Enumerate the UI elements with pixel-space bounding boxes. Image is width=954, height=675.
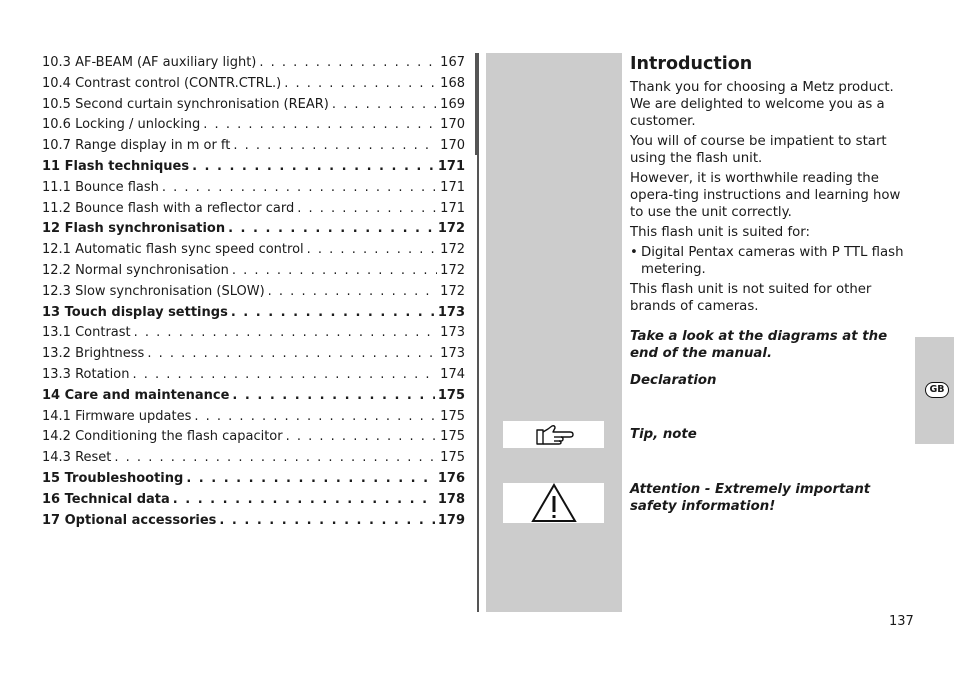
toc-entry-title: 11.2 Bounce flash with a reflector card — [42, 200, 295, 216]
toc-entry-title: 10.7 Range display in m or ft — [42, 138, 231, 154]
language-badge: GB — [925, 382, 949, 398]
declaration-note: Declaration — [630, 373, 717, 388]
toc-entry-page: 175 — [440, 450, 465, 466]
attention-note: Attention - Extremely important safety information! — [630, 482, 871, 514]
toc-entry-title: 13 Touch display settings — [42, 304, 228, 320]
toc-entry-title: 13.1 Contrast — [42, 325, 131, 341]
toc-entry-title: 14 Care and maintenance — [42, 387, 230, 403]
toc-entry — [42, 407, 465, 428]
toc-entry-page: 172 — [440, 283, 465, 299]
toc-entry-page: 170 — [440, 117, 465, 133]
toc-entry-page: 173 — [437, 304, 465, 320]
toc-dot-leader — [259, 53, 437, 74]
toc-entry — [42, 365, 465, 386]
toc-entry-page: 171 — [437, 158, 465, 174]
toc-dot-leader — [231, 303, 435, 324]
symbol-column — [486, 53, 622, 612]
toc-entry-page: 171 — [440, 200, 465, 216]
toc-dot-leader — [232, 386, 434, 407]
tip-symbol-box — [503, 421, 604, 448]
toc-entry-title: 16 Technical data — [42, 491, 170, 507]
toc-entry-page: 172 — [437, 221, 465, 237]
toc-dot-leader — [228, 219, 435, 240]
toc-dot-leader — [192, 157, 435, 178]
bullet-text: Digital Pentax cameras with P TTL flash metering. — [641, 245, 904, 277]
toc-entry-title: 11 Flash techniques — [42, 158, 190, 174]
toc-entry — [42, 282, 465, 303]
toc-entry-title: 10.3 AF-BEAM (AF auxiliary light) — [42, 55, 257, 70]
toc-entry — [42, 95, 465, 116]
bullet-dot: • — [630, 245, 638, 260]
toc-entry-page: 175 — [437, 387, 465, 403]
toc-entry — [42, 157, 465, 178]
introduction-heading: Introduction — [630, 54, 753, 74]
toc-entry-title: 12 Flash synchronisation — [42, 221, 226, 237]
toc-entry-page: 173 — [440, 325, 465, 341]
toc-entry-page: 179 — [437, 512, 465, 528]
toc-dot-leader — [114, 448, 437, 469]
intro-paragraph: Thank you for choosing a Metz product. We are delighted to welcome you as a customer. — [630, 80, 894, 129]
toc-entry-title: 10.6 Locking / unlocking — [42, 117, 201, 133]
toc-dot-leader — [194, 407, 437, 428]
toc-entry-page: 172 — [440, 242, 465, 258]
toc-entry-page: 174 — [440, 366, 465, 382]
toc-entry-page: 175 — [440, 408, 465, 424]
intro-paragraph: This flash unit is not suited for other brands of cameras. — [630, 282, 872, 314]
toc-dot-leader — [233, 136, 437, 157]
toc-dot-leader — [162, 178, 437, 199]
toc-entry — [42, 74, 465, 95]
bullet-item — [630, 244, 912, 278]
toc-entry — [42, 490, 465, 511]
toc-entry-page: 168 — [440, 75, 465, 91]
toc-entry-title: 10.4 Contrast control (CONTR.CTRL.) — [42, 75, 282, 91]
toc-dot-leader — [332, 95, 437, 116]
toc-entry-page: 167 — [440, 55, 465, 70]
toc-dot-leader — [147, 344, 437, 365]
toc-entry — [42, 448, 465, 469]
toc-dot-leader — [286, 427, 438, 448]
toc-entry — [42, 178, 465, 199]
warning-triangle-icon — [531, 483, 577, 523]
toc-entry — [42, 261, 465, 282]
toc-dot-leader — [134, 323, 438, 344]
toc-entry-title: 11.1 Bounce flash — [42, 179, 159, 195]
tip-note: Tip, note — [630, 427, 697, 442]
toc-entry — [42, 469, 465, 490]
toc-dot-leader — [173, 490, 435, 511]
toc-entry — [42, 323, 465, 344]
toc-entry — [42, 344, 465, 365]
toc-dot-leader — [232, 261, 437, 282]
toc-entry-page: 175 — [440, 429, 465, 445]
toc-entry-title: 14.1 Firmware updates — [42, 408, 192, 424]
page-number: 137 — [889, 614, 914, 629]
toc-entry-page: 170 — [440, 138, 465, 154]
intro-paragraph: You will of course be impatient to start using the flash unit. — [630, 134, 887, 166]
intro-paragraph: This flash unit is suited for: — [630, 225, 810, 240]
toc-entry — [42, 136, 465, 157]
toc-dot-leader — [132, 365, 437, 386]
pointing-hand-icon — [534, 424, 574, 446]
toc-dot-leader — [307, 240, 438, 261]
toc-entry-title: 13.2 Brightness — [42, 346, 145, 362]
toc-dot-leader — [186, 469, 435, 490]
toc-entry — [42, 427, 465, 448]
toc-dot-leader — [268, 282, 438, 303]
table-of-contents — [42, 53, 465, 531]
toc-entry — [42, 511, 465, 532]
toc-entry — [42, 199, 465, 220]
toc-entry — [42, 53, 465, 74]
intro-paragraph: However, it is worthwhile reading the opera-ting instructions and learning how to use the unit correctly. — [630, 171, 901, 220]
toc-entry-title: 14.2 Conditioning the flash capacitor — [42, 429, 283, 445]
toc-entry-title: 13.3 Rotation — [42, 366, 130, 382]
toc-dot-leader — [297, 199, 437, 220]
toc-entry-title: 17 Optional accessories — [42, 512, 217, 528]
divider-rule — [477, 53, 479, 612]
toc-dot-leader — [284, 74, 437, 95]
toc-entry-title: 12.3 Slow synchronisation (SLOW) — [42, 283, 265, 299]
toc-entry-page: 169 — [440, 96, 465, 112]
toc-entry-title: 14.3 Reset — [42, 450, 112, 466]
toc-entry-page: 178 — [437, 491, 465, 507]
introduction-section — [630, 53, 912, 318]
toc-dot-leader — [203, 115, 437, 136]
diagrams-note: Take a look at the diagrams at the end of the manual. — [630, 329, 888, 361]
toc-entry-page: 172 — [440, 262, 465, 278]
toc-dot-leader — [219, 511, 434, 532]
toc-entry-title: 15 Troubleshooting — [42, 470, 184, 486]
toc-entry-title: 10.5 Second curtain synchronisation (REAR) — [42, 96, 329, 112]
toc-entry — [42, 303, 465, 324]
toc-entry — [42, 219, 465, 240]
attention-symbol-box — [503, 483, 604, 523]
toc-entry-page: 176 — [437, 470, 465, 486]
toc-entry — [42, 386, 465, 407]
toc-entry — [42, 115, 465, 136]
toc-entry-title: 12.2 Normal synchronisation — [42, 262, 229, 278]
toc-entry-page: 173 — [440, 346, 465, 362]
toc-entry — [42, 240, 465, 261]
toc-entry-page: 171 — [440, 179, 465, 195]
toc-entry-title: 12.1 Automatic flash sync speed control — [42, 242, 304, 258]
